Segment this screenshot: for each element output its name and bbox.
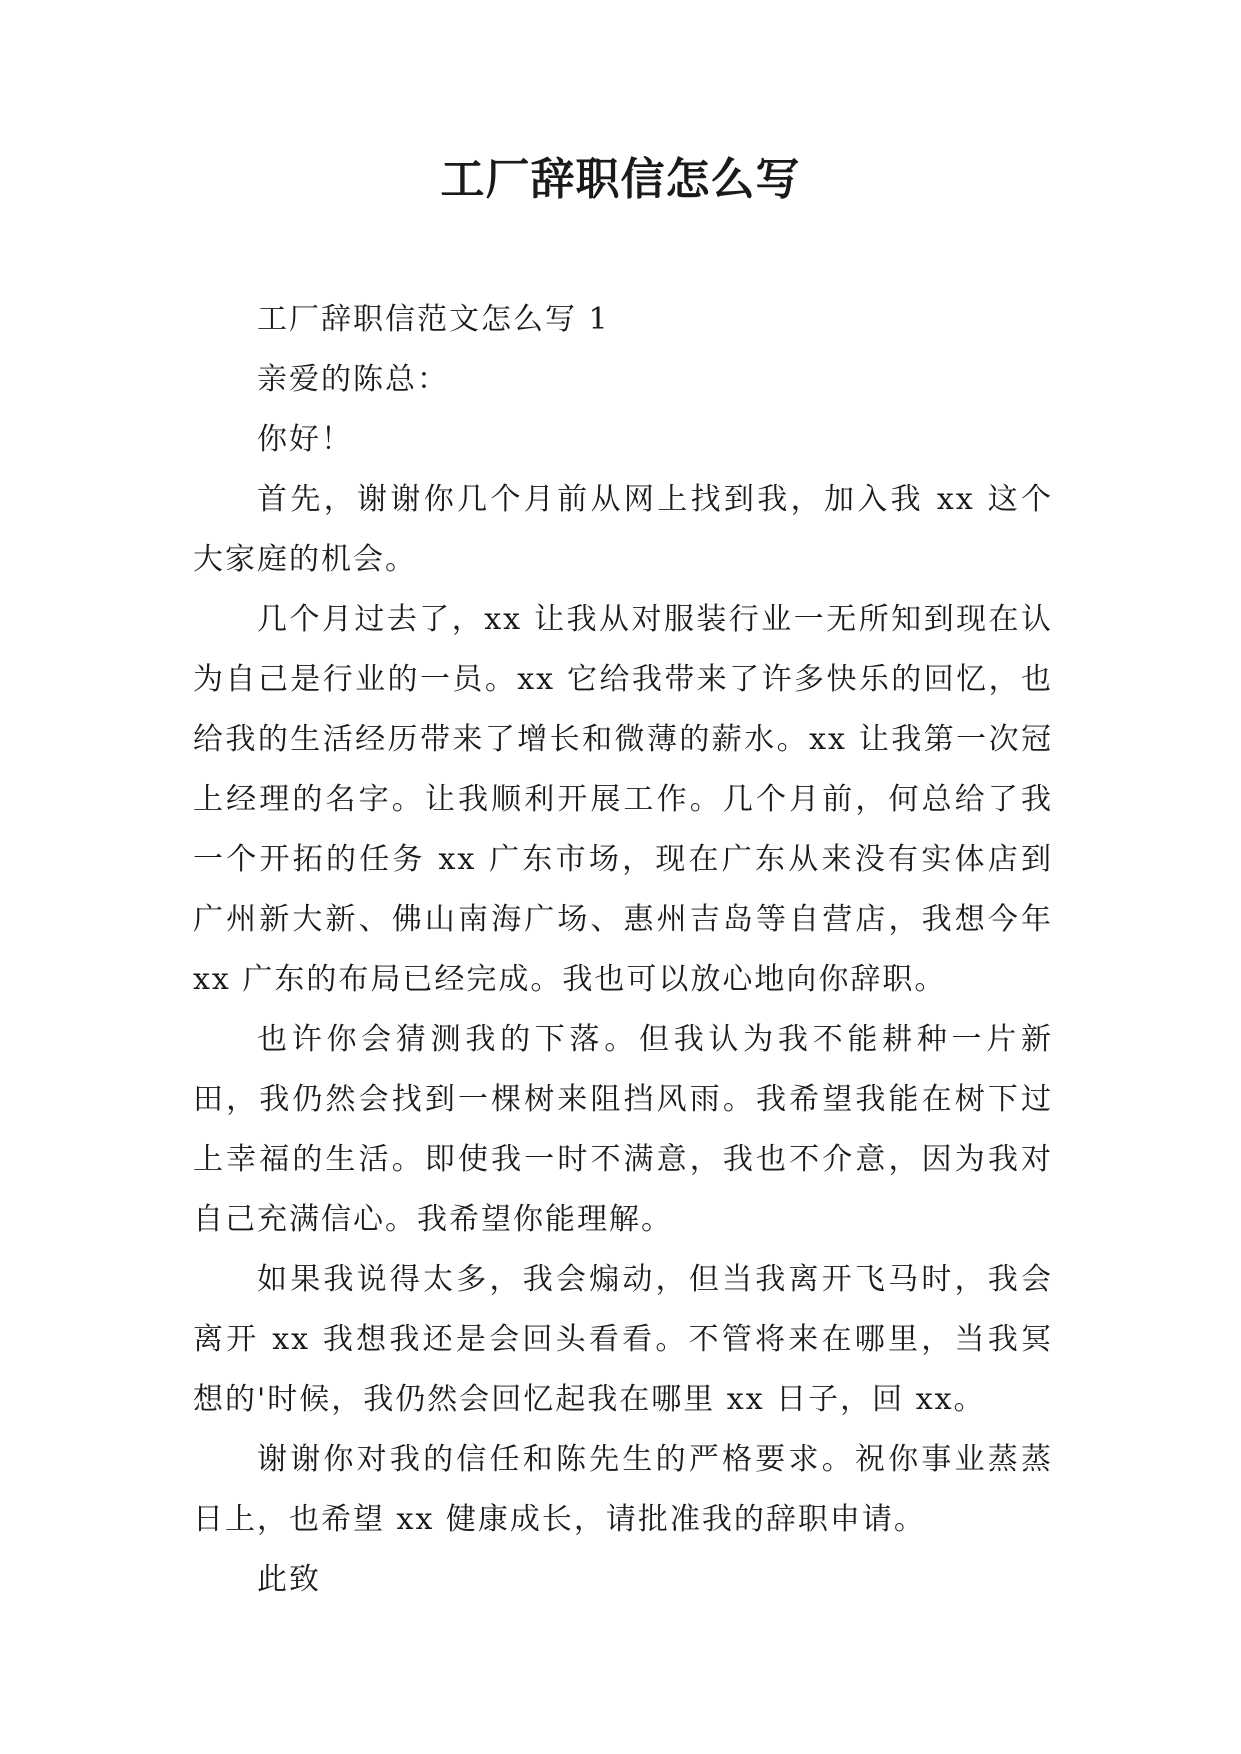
closing: 此致 [257,1562,321,1597]
document-title: 工厂辞职信怎么写 [440,154,801,205]
body-paragraph: 谢谢你对我的信任和陈先生的严格要求。祝你事业蒸蒸日上，也希望 xx 健康成长，请批准我的辞职申请。 [193,1442,1053,1537]
salutation: 亲爱的陈总： [257,362,449,397]
body-paragraph: 首先，谢谢你几个月前从网上找到我，加入我 xx 这个大家庭的机会。 [193,482,1053,577]
section-heading: 工厂辞职信范文怎么写 1 [257,302,610,337]
body-paragraph: 也许你会猜测我的下落。但我认为我不能耕种一片新田，我仍然会找到一棵树来阻挡风雨。我希望我能在树下过上幸福的生活。即使我一时不满意，我也不介意，因为我对自己充满信心。我希望你能理解。 [193,1022,1053,1237]
greeting: 你好！ [257,422,353,457]
body-paragraph: 如果我说得太多，我会煽动，但当我离开飞马时，我会离开 xx 我想我还是会回头看看。不管将来在哪里，当我冥想的'时候，我仍然会回忆起我在哪里 xx 日子，回 xx。 [193,1262,1053,1417]
document-body [193,290,1053,1610]
body-paragraph: 几个月过去了，xx 让我从对服装行业一无所知到现在认为自己是行业的一员。xx 它给我带来了许多快乐的回忆，也给我的生活经历带来了增长和微薄的薪水。xx 让我第一次冠上经理的名字。让我顺利开展工作。几个月前，何总给了我一个开拓的任务 xx 广东市场，现在广东从来没有实体店到广州新大新、佛山南海广场、惠州吉岛等自营店，我想今年 xx 广东的布局已经完成。我也可以放心地向你辞职。 [193,602,1053,997]
